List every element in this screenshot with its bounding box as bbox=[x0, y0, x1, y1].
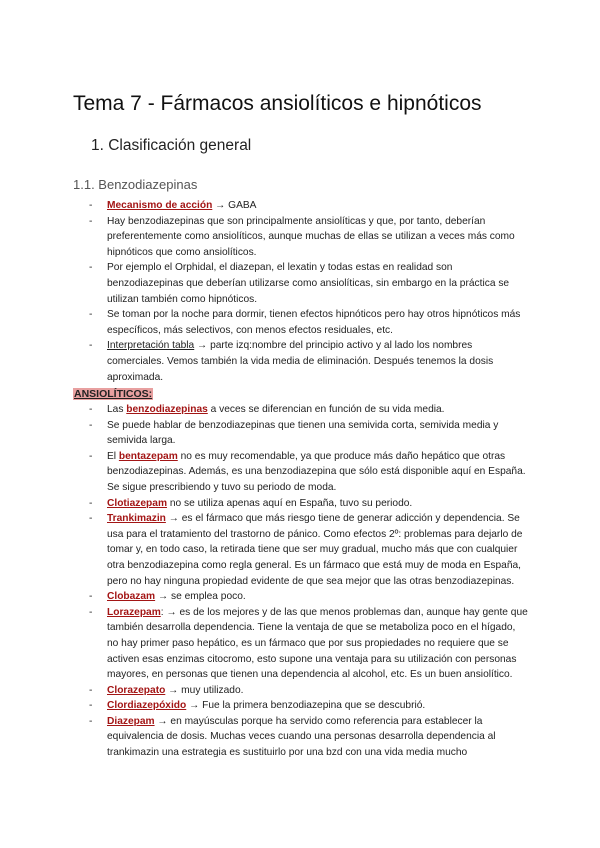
item-text: Se puede hablar de benzodiazepinas que tienen una semivida corta, semivida media y semivida larga. bbox=[107, 419, 499, 447]
list-item bbox=[73, 418, 528, 449]
item-text: → muy utilizado. bbox=[165, 684, 244, 696]
drug-name: Clorazepato bbox=[107, 684, 166, 696]
list-item bbox=[73, 402, 528, 418]
list-item bbox=[73, 698, 528, 714]
list-item bbox=[73, 260, 528, 307]
highlight-term: Mecanismo de acción bbox=[107, 200, 213, 211]
intro-list bbox=[73, 198, 528, 385]
page-title: Tema 7 - Fármacos ansiolíticos e hipnóticos bbox=[73, 92, 482, 115]
item-text: Por ejemplo el Orphidal, el diazepan, el lexatin y todas estas en realidad son benzodiazepinas que deberían utilizarse como ansiolíticas, sin embargo en la práctica se utilizan también como hipnóticos. bbox=[107, 262, 510, 305]
item-text: Se toman por la noche para dormir, tienen efectos hipnóticos pero hay otros hipnóticos más específicos, más selectivos, con menos efectos residuales, etc. bbox=[107, 309, 521, 336]
item-text: → es el fármaco que más riesgo tiene de generar adicción y dependencia. Se usa para el tratamiento del trastorno de pánico. Como efectos 2º: problemas para dejarlo de tomar y, en todo caso, la retirada tiene que ser muy gradual, mucho más que con cualquier otra benzodiazepina como regla general. Es un fármaco que está muy de moda en España, pero no hay ninguna propiedad evidente de que sea mejor que las otras benzodiazepinas. bbox=[107, 513, 523, 587]
list-item bbox=[73, 338, 528, 385]
drug-name: Diazepam bbox=[107, 715, 155, 727]
item-text: a veces se diferencian en función de su vida media. bbox=[207, 404, 445, 415]
drug-name: Lorazepam bbox=[107, 606, 161, 618]
ansioliticos-list bbox=[73, 402, 528, 761]
list-item bbox=[73, 449, 528, 496]
item-text: → se emplea poco. bbox=[155, 591, 246, 603]
drug-name: Trankimazin bbox=[107, 513, 166, 525]
list-item bbox=[73, 198, 528, 214]
item-text: → en mayúsculas porque ha servido como referencia para establecer la equivalencia de dosis. Muchas veces cuando una personas desarrolla dependencia al trankimazin una estrategia es sustituirlo por una bzd con una vida media mucho bbox=[107, 715, 496, 759]
drug-name: Clotiazepam bbox=[107, 497, 168, 509]
list-item bbox=[73, 605, 528, 683]
item-prefix: Las bbox=[107, 404, 127, 415]
drug-name: bentazepam bbox=[118, 450, 178, 462]
item-text: Hay benzodiazepinas que son principalmente ansiolíticas y que, por tanto, deberían preferentemente como ansiolíticos, aunque muchas de ellas se utilizan a veces más como hipnóticos que como ansiolíticos. bbox=[107, 215, 515, 258]
item-text: → parte izq:nombre del principio activo y al lado los nombres comerciales. Vemos también la vida media de eliminación. Después tenemos la dosis aproximada. bbox=[107, 340, 494, 383]
section-heading: 1. Clasificación general bbox=[91, 137, 252, 154]
list-item bbox=[73, 683, 528, 699]
item-text: no es muy recomendable, ya que produce más daño hepático que otras benzodiazepinas. Además, es una benzodiazepina que sólo está disponible aquí en España. Se sigue prescribiendo y tuvo su periodo de moda. bbox=[107, 450, 526, 493]
list-item bbox=[73, 589, 528, 605]
list-item bbox=[73, 214, 528, 261]
item-text: → Fue la primera benzodiazepina que se descubrió. bbox=[186, 700, 426, 712]
drug-name: Clordiazepóxido bbox=[107, 700, 187, 712]
list-item bbox=[73, 496, 528, 512]
item-text: no se utiliza apenas aquí en España, tuvo su periodo. bbox=[167, 497, 413, 509]
ansioliticos-heading: ANSIOLÍTICOS: bbox=[74, 388, 153, 400]
item-text: : → es de los mejores y de las que menos problemas dan, aunque hay gente que también desarrolla dependencia. Tiene la ventaja de que se metaboliza poco en el hígado, no hay primer paso hepático, es un fármaco que por sus propiedades no requiere que se activen esas enzimas citocromo, esto supone una ventaja para su utilización con personas mayores, en personas que tienen una dependencia al alcohol, etc. Es un buen ansiolítico. bbox=[107, 606, 528, 681]
item-text: → GABA bbox=[212, 200, 257, 211]
drug-name: benzodiazepinas bbox=[126, 404, 208, 415]
underlined-term: Interpretación tabla bbox=[107, 340, 195, 352]
list-item bbox=[73, 714, 528, 761]
subsection-heading: 1.1. Benzodiazepinas bbox=[73, 177, 198, 192]
list-item bbox=[73, 511, 528, 589]
list-item bbox=[73, 307, 528, 338]
drug-name: Clobazam bbox=[107, 591, 156, 603]
item-prefix: El bbox=[107, 450, 119, 462]
